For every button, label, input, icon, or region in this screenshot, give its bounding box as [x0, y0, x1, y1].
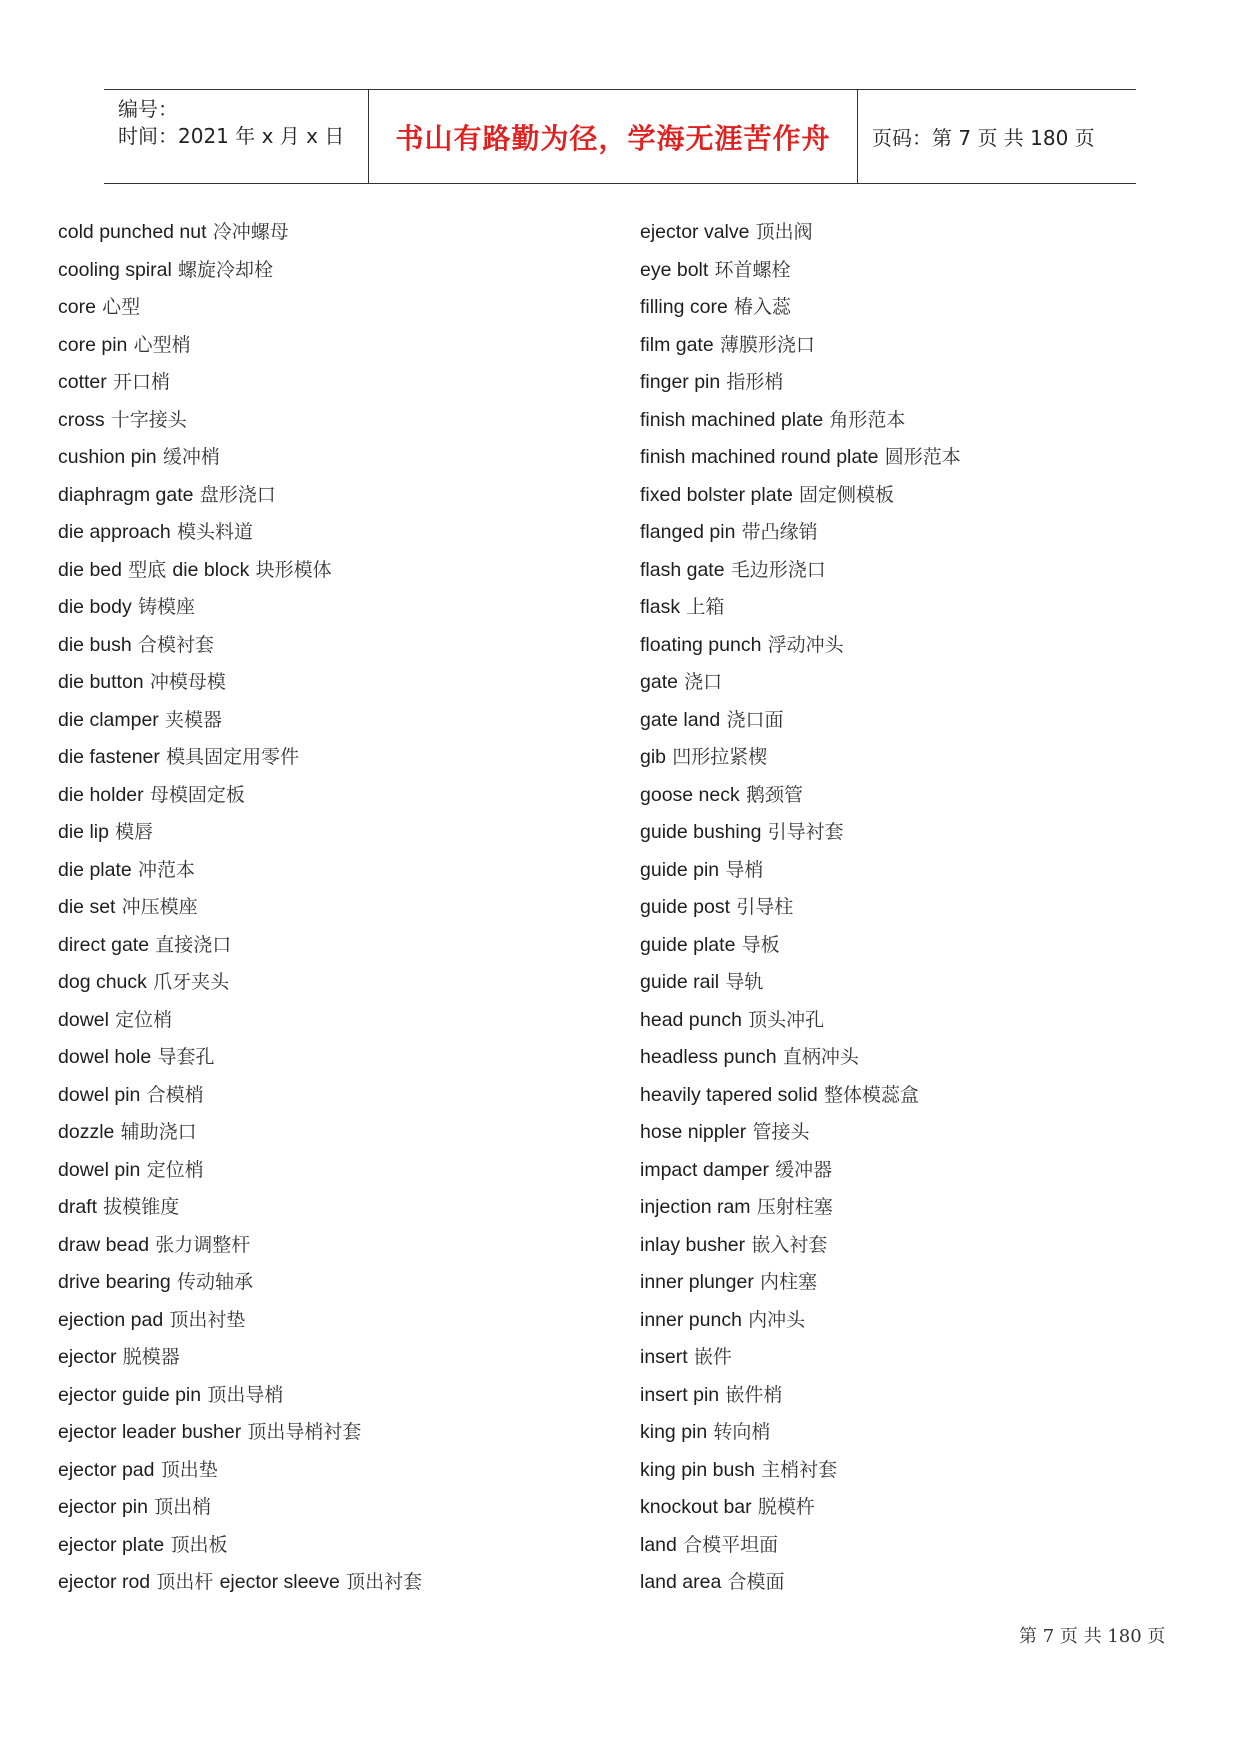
term-chinese: 模具固定用零件 [166, 746, 300, 768]
term-english: inner plunger [640, 1271, 754, 1293]
term-chinese: 模头料道 [176, 521, 253, 543]
term-english: knockout bar [640, 1496, 752, 1518]
term-chinese: 整体模蕊盒 [823, 1083, 919, 1106]
term-english: core [58, 296, 96, 318]
left-column [58, 213, 422, 1601]
glossary-entry [58, 963, 422, 1001]
glossary-entry [58, 738, 422, 776]
term-chinese: 内冲头 [748, 1308, 806, 1331]
term-english: cooling spiral [58, 258, 172, 281]
term-chinese: 开口梢 [112, 371, 170, 393]
term-chinese: 导轨 [725, 971, 764, 993]
term-chinese: 脱模器 [122, 1346, 180, 1368]
term-chinese: 嵌入衬套 [751, 1233, 828, 1256]
glossary-entry [640, 776, 961, 814]
glossary-entry [640, 926, 961, 964]
term-english: land [640, 1533, 677, 1556]
term-chinese: 浮动冲头 [767, 633, 844, 656]
term-chinese: 合模衬套 [137, 633, 214, 656]
term-chinese: 拔模锥度 [103, 1196, 180, 1218]
term-english: finish machined plate [640, 408, 824, 431]
term-chinese: 圆形范本 [884, 446, 961, 468]
term-english: die lip [58, 821, 109, 843]
term-chinese: 顶出衬垫 [169, 1308, 246, 1331]
glossary-entry [58, 1151, 422, 1189]
glossary-entry [640, 363, 961, 401]
term-english: ejector plate [58, 1533, 165, 1556]
term-english: die plate [58, 858, 132, 881]
term-chinese: 顶出板 [170, 1533, 228, 1556]
term-chinese: 顶出阀 [755, 221, 813, 243]
term-chinese: 压射柱塞 [756, 1196, 833, 1218]
term-english: die block [172, 558, 250, 581]
term-chinese: 导梢 [725, 858, 764, 881]
term-english: finger pin [640, 371, 721, 393]
term-chinese: 螺旋冷却栓 [178, 258, 274, 281]
glossary-entry [640, 326, 961, 364]
glossary-entry [640, 626, 961, 664]
term-english: king pin bush [640, 1458, 755, 1481]
term-english: heavily tapered solid [640, 1083, 818, 1106]
term-english: dowel pin [58, 1083, 141, 1106]
glossary-entry [640, 513, 961, 551]
page-footer: 第 7 页 共 180 页 [1019, 1626, 1166, 1647]
term-english: head punch [640, 1008, 742, 1031]
term-chinese: 十字接头 [110, 408, 187, 431]
term-english: finish machined round plate [640, 446, 879, 468]
term-chinese: 浇口面 [726, 708, 784, 731]
glossary-entry [640, 1263, 961, 1301]
term-english: impact damper [640, 1158, 769, 1181]
glossary-entry [58, 701, 422, 739]
glossary-entry [640, 663, 961, 701]
term-chinese: 爪牙夹头 [153, 971, 230, 993]
glossary-entry [58, 1526, 422, 1564]
glossary-entry [58, 663, 422, 701]
term-english: inlay busher [640, 1233, 746, 1256]
glossary-entry [640, 213, 961, 251]
right-column [640, 213, 961, 1601]
term-english: cold punched nut [58, 221, 207, 243]
term-chinese: 冷冲螺母 [212, 221, 289, 243]
glossary-entry [640, 1226, 961, 1264]
term-chinese: 缓冲梢 [162, 446, 220, 468]
term-chinese: 顶出梢 [154, 1496, 212, 1518]
term-chinese: 直柄冲头 [782, 1046, 859, 1068]
term-english: die set [58, 896, 116, 918]
term-english: filling core [640, 296, 728, 318]
term-chinese: 薄膜形浇口 [719, 333, 815, 356]
glossary-entry [640, 1001, 961, 1039]
term-chinese: 合模平坦面 [683, 1533, 779, 1556]
term-english: core pin [58, 333, 128, 356]
header-motto-cell [368, 90, 858, 183]
term-chinese: 定位梢 [115, 1008, 173, 1031]
glossary-entry [640, 1488, 961, 1526]
glossary-entry [640, 888, 961, 926]
glossary-entry [58, 1113, 422, 1151]
term-english: guide plate [640, 933, 736, 956]
glossary-entry [58, 551, 422, 589]
glossary-entry [640, 476, 961, 514]
glossary-entry [58, 888, 422, 926]
term-chinese: 带凸缘销 [741, 521, 818, 543]
glossary-entry [58, 401, 422, 439]
term-chinese: 定位梢 [146, 1158, 204, 1181]
term-chinese: 缓冲器 [775, 1158, 833, 1181]
term-chinese: 脱模杵 [757, 1496, 815, 1518]
glossary-entry [640, 1151, 961, 1189]
glossary-entry [640, 701, 961, 739]
term-english: die bush [58, 633, 132, 656]
glossary-entry [58, 588, 422, 626]
term-english: dowel pin [58, 1158, 141, 1181]
term-english: insert pin [640, 1383, 720, 1406]
term-chinese: 顶出导梢 [207, 1383, 284, 1406]
term-english: flanged pin [640, 521, 736, 543]
glossary-entry [58, 1001, 422, 1039]
term-chinese: 固定侧模板 [799, 483, 895, 506]
term-chinese: 导套孔 [157, 1046, 215, 1068]
glossary-entry [640, 813, 961, 851]
header-table [104, 89, 1136, 184]
term-chinese: 冲压模座 [121, 896, 198, 918]
term-english: die bed [58, 558, 122, 581]
term-chinese: 冲模母模 [149, 671, 226, 693]
term-chinese: 铸模座 [137, 596, 195, 618]
term-english: ejector [58, 1346, 117, 1368]
term-english: guide pin [640, 858, 720, 881]
glossary-entry [58, 1188, 422, 1226]
term-chinese: 顶出垫 [160, 1458, 218, 1481]
term-chinese: 心型梢 [133, 333, 191, 356]
page-info: 页码：第 7 页 共 180 页 [872, 126, 1095, 150]
glossary-entry [640, 851, 961, 889]
term-english: ejection pad [58, 1308, 164, 1331]
term-chinese: 嵌件 [693, 1346, 732, 1368]
term-english: die body [58, 596, 132, 618]
term-english: flask [640, 596, 681, 618]
term-english: flash gate [640, 558, 725, 581]
glossary-entry [640, 1563, 961, 1601]
term-chinese: 引导衬套 [767, 821, 844, 843]
term-english: gate land [640, 708, 721, 731]
term-english: dog chuck [58, 971, 147, 993]
glossary-entry [58, 1263, 422, 1301]
term-english: floating punch [640, 633, 762, 656]
term-chinese: 盘形浇口 [199, 483, 276, 506]
term-chinese: 内柱塞 [760, 1271, 818, 1293]
term-english: ejector sleeve [219, 1571, 340, 1593]
term-english: ejector pin [58, 1496, 148, 1518]
glossary-entry [640, 1113, 961, 1151]
glossary-entry [640, 251, 961, 289]
term-english: dowel [58, 1008, 109, 1031]
term-chinese: 合模梢 [146, 1083, 204, 1106]
glossary-entry [58, 626, 422, 664]
glossary-entry [640, 1038, 961, 1076]
glossary-entry [58, 1038, 422, 1076]
glossary-entry [58, 1488, 422, 1526]
glossary-entry [640, 1413, 961, 1451]
glossary-entry [58, 251, 422, 289]
glossary-entry [640, 438, 961, 476]
term-english: draw bead [58, 1233, 150, 1256]
glossary-entry [640, 1526, 961, 1564]
term-chinese: 角形范本 [829, 408, 906, 431]
glossary-entry [58, 776, 422, 814]
glossary-entry [58, 213, 422, 251]
glossary-entry [58, 926, 422, 964]
term-chinese: 夹模器 [165, 708, 223, 731]
term-english: die button [58, 671, 144, 693]
term-chinese: 鹅颈管 [745, 783, 803, 806]
term-chinese: 母模固定板 [149, 783, 245, 806]
term-chinese: 转向梢 [713, 1421, 771, 1443]
glossary-entry [640, 401, 961, 439]
term-chinese: 上箱 [686, 596, 725, 618]
term-english: die approach [58, 521, 171, 543]
term-chinese: 顶出杆 [156, 1571, 214, 1593]
term-english: die holder [58, 783, 144, 806]
term-english: ejector pad [58, 1458, 155, 1481]
term-chinese: 张力调整杆 [155, 1233, 251, 1256]
term-english: ejector valve [640, 221, 750, 243]
glossary-entry [640, 1188, 961, 1226]
term-chinese: 直接浇口 [155, 933, 232, 956]
time-label: 时间：2021 年 x 月 x 日 [118, 124, 345, 148]
glossary-entry [58, 476, 422, 514]
term-english: film gate [640, 333, 714, 356]
term-chinese: 块形模体 [255, 558, 332, 581]
term-chinese: 主梢衬套 [761, 1458, 838, 1481]
glossary-entry [58, 438, 422, 476]
term-english: injection ram [640, 1196, 751, 1218]
term-english: dozzle [58, 1121, 115, 1143]
term-english: ejector leader busher [58, 1421, 242, 1443]
term-chinese: 辅助浇口 [120, 1121, 197, 1143]
term-english: king pin [640, 1421, 708, 1443]
term-english: inner punch [640, 1308, 742, 1331]
term-chinese: 嵌件梢 [725, 1383, 783, 1406]
term-chinese: 导板 [741, 933, 780, 956]
glossary-entry [58, 1376, 422, 1414]
glossary-entry [58, 1338, 422, 1376]
glossary-entry [58, 813, 422, 851]
glossary-entry [58, 1226, 422, 1264]
glossary-entry [58, 513, 422, 551]
term-chinese: 顶出导梢衬套 [247, 1421, 362, 1443]
term-english: headless punch [640, 1046, 777, 1068]
term-chinese: 浇口 [684, 671, 723, 693]
glossary-entry [58, 851, 422, 889]
term-chinese: 合模面 [727, 1571, 785, 1593]
glossary-entry [640, 963, 961, 1001]
term-chinese: 传动轴承 [176, 1271, 253, 1293]
term-english: guide post [640, 896, 730, 918]
term-chinese: 椿入蕊 [734, 296, 792, 318]
term-english: drive bearing [58, 1271, 171, 1293]
term-chinese: 型底 [128, 558, 167, 581]
term-chinese: 环首螺栓 [714, 258, 791, 281]
term-english: ejector rod [58, 1571, 151, 1593]
glossary-entry [640, 1076, 961, 1114]
term-english: die clamper [58, 708, 159, 731]
term-chinese: 毛边形浇口 [730, 558, 826, 581]
term-english: draft [58, 1196, 98, 1218]
glossary-entry [58, 1076, 422, 1114]
term-english: diaphragm gate [58, 483, 194, 506]
header-meta-cell [104, 90, 368, 183]
header-page-cell [858, 90, 1136, 183]
term-english: ejector guide pin [58, 1383, 202, 1406]
term-chinese: 顶头冲孔 [748, 1008, 825, 1031]
term-english: dowel hole [58, 1046, 152, 1068]
term-chinese: 指形梢 [726, 371, 784, 393]
term-chinese: 引导柱 [736, 896, 794, 918]
glossary-entry [640, 738, 961, 776]
term-chinese: 冲范本 [137, 858, 195, 881]
term-chinese: 凹形拉紧楔 [672, 746, 768, 768]
glossary-entry [58, 1413, 422, 1451]
term-english: die fastener [58, 746, 160, 768]
glossary-entry [58, 1301, 422, 1339]
glossary-entry [58, 1563, 422, 1601]
glossary-entry [640, 551, 961, 589]
term-english: hose nippler [640, 1121, 747, 1143]
term-english: direct gate [58, 933, 150, 956]
term-english: guide rail [640, 971, 720, 993]
term-english: guide bushing [640, 821, 762, 843]
term-english: land area [640, 1571, 722, 1593]
term-chinese: 顶出衬套 [346, 1571, 423, 1593]
glossary-entry [58, 326, 422, 364]
term-english: goose neck [640, 783, 740, 806]
glossary-entry [640, 1376, 961, 1414]
glossary-entry [640, 1338, 961, 1376]
term-english: insert [640, 1346, 688, 1368]
glossary-entry [640, 588, 961, 626]
term-english: cushion pin [58, 446, 157, 468]
term-chinese: 管接头 [752, 1121, 810, 1143]
term-english: gib [640, 746, 667, 768]
term-english: eye bolt [640, 258, 709, 281]
term-english: cotter [58, 371, 107, 393]
number-label: 编号： [118, 97, 178, 121]
term-chinese: 心型 [102, 296, 141, 318]
term-english: cross [58, 408, 105, 431]
term-chinese: 模唇 [115, 821, 154, 843]
glossary-entry [640, 1451, 961, 1489]
term-english: fixed bolster plate [640, 483, 793, 506]
motto: 书山有路勤为径，学海无涯苦作舟 [395, 121, 831, 155]
glossary-entry [58, 288, 422, 326]
glossary-entry [58, 363, 422, 401]
glossary-entry [640, 1301, 961, 1339]
term-english: gate [640, 671, 678, 693]
glossary-entry [640, 288, 961, 326]
glossary-entry [58, 1451, 422, 1489]
